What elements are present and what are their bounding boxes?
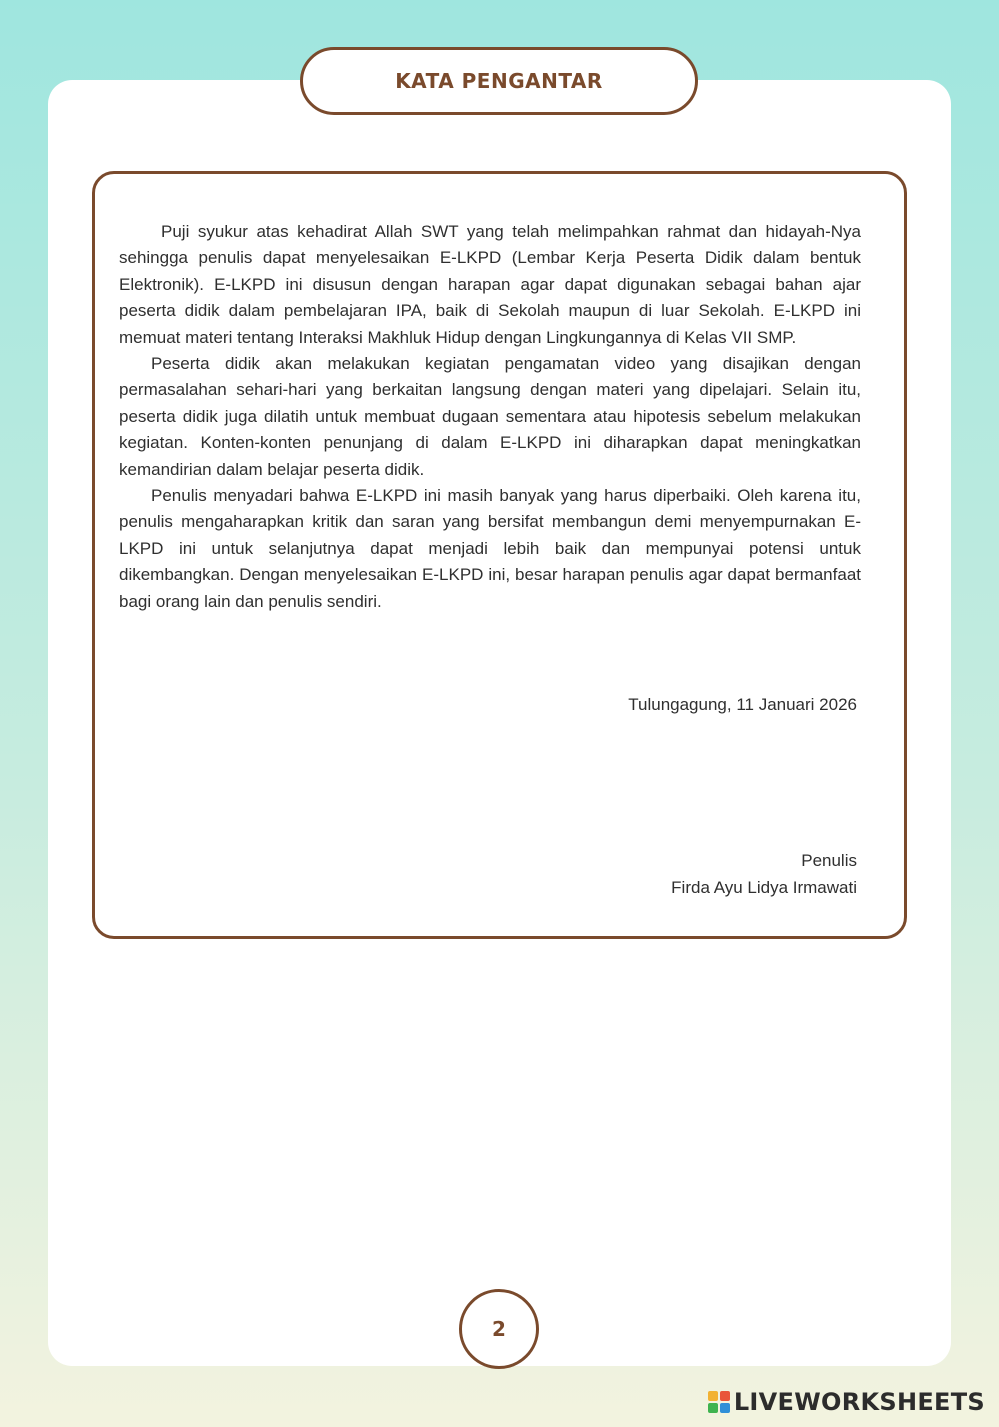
liveworksheets-logo-icon: [707, 1390, 731, 1414]
page-title: KATA PENGANTAR: [395, 69, 603, 93]
paragraph-3: Penulis menyadari bahwa E-LKPD ini masih banyak yang harus diperbaiki. Oleh karena itu, penulis mengaharapkan kritik dan saran yang bersifat membangun demi menyempurnakan E-LKPD ini untuk selanjutnya dapat menjadi lebih baik dan mempunyai potensi untuk dikembangkan. Dengan menyelesaikan E-LKPD ini, besar harapan penulis agar dapat bermanfaat bagi orang lain dan penulis sendiri.: [119, 486, 861, 611]
signature-role: Penulis: [801, 851, 857, 870]
title-banner: [300, 47, 698, 115]
body-text: [119, 219, 861, 615]
signature-block: [671, 847, 857, 901]
watermark-text: LIVEWORKSHEETS: [733, 1388, 985, 1416]
page-number-badge: [459, 1289, 539, 1369]
page-number: 2: [492, 1317, 506, 1341]
liveworksheets-watermark[interactable]: [707, 1386, 985, 1418]
place-date: Tulungagung, 11 Januari 2026: [628, 695, 857, 714]
signature-name: Firda Ayu Lidya Irmawati: [671, 878, 857, 897]
paragraph-2: Peserta didik akan melakukan kegiatan pengamatan video yang disajikan dengan permasalahan sehari-hari yang berkaitan langsung dengan materi yang dipelajari. Selain itu, peserta didik juga dilatih untuk membuat dugaan sementara atau hipotesis sebelum melakukan kegiatan. Konten-konten penunjang di dalam E-LKPD ini diharapkan dapat meningkatkan kemandirian dalam belajar peserta didik.: [119, 354, 861, 479]
content-box: [92, 171, 907, 939]
paragraph-1: Puji syukur atas kehadirat Allah SWT yang telah melimpahkan rahmat dan hidayah-Nya sehingga penulis dapat menyelesaikan E-LKPD (Lembar Kerja Peserta Didik dalam bentuk Elektronik). E-LKPD ini disusun dengan harapan agar dapat digunakan sebagai bahan ajar peserta didik dalam pembelajaran IPA, baik di Sekolah maupun di luar Sekolah. E-LKPD ini memuat materi tentang Interaksi Makhluk Hidup dengan Lingkungannya di Kelas VII SMP.: [119, 222, 861, 347]
